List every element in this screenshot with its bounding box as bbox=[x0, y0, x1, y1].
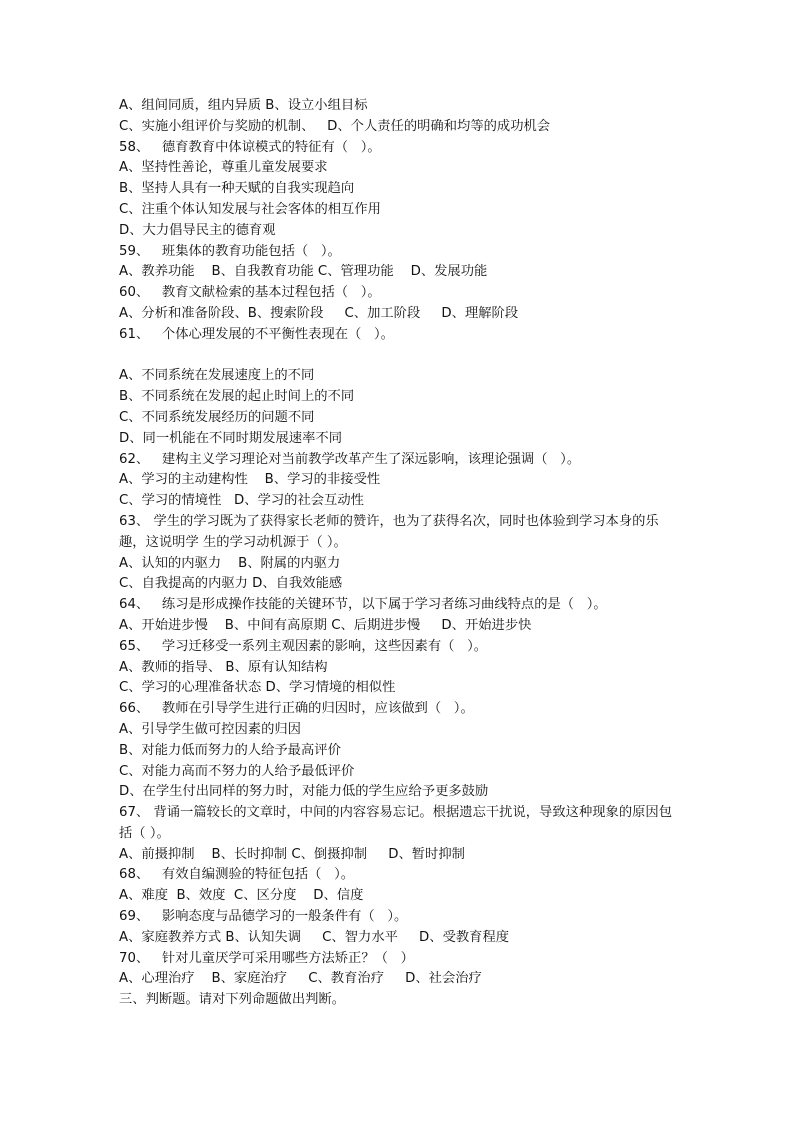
blank-line bbox=[119, 346, 684, 367]
option-line: C、学习的情境性 D、学习的社会互动性 bbox=[119, 493, 364, 509]
option-line: B、坚持人具有一种天赋的自我实现趋向 bbox=[119, 181, 355, 197]
option-line: A、不同系统在发展速度上的不同 bbox=[119, 368, 315, 384]
question-63: 63、 学生的学习既为了获得家长老师的赞许，也为了获得名次，同时也体验到学习本身的乐趣，这说明学 生的学习动机源于（ ）。 bbox=[119, 513, 659, 550]
question-66: 66、 教师在引导学生进行正确的归因时，应该做到（ ）。 bbox=[119, 701, 474, 717]
option-line: C、不同系统发展经历的问题不同 bbox=[119, 409, 315, 425]
option-line: A、教师的指导、 B、原有认知结构 bbox=[119, 659, 328, 675]
option-line: A、学习的主动建构性 B、学习的非接受性 bbox=[119, 472, 381, 488]
question-64: 64、 练习是形成操作技能的关键环节，以下属于学习者练习曲线特点的是（ ）。 bbox=[119, 597, 607, 613]
option-line: A、分析和准备阶段、B、搜索阶段 C、加工阶段 D、理解阶段 bbox=[119, 305, 519, 321]
option-line: A、家庭教养方式 B、认知失调 C、智力水平 D、受教育程度 bbox=[119, 929, 510, 945]
option-line: D、大力倡导民主的德育观 bbox=[119, 222, 276, 238]
option-line: A、认知的内驱力 B、附属的内驱力 bbox=[119, 555, 341, 571]
option-line: A、组间同质，组内异质 B、设立小组目标 bbox=[119, 98, 368, 113]
option-line: A、难度 B、效度 C、区分度 D、信度 bbox=[119, 888, 364, 904]
option-line: D、同一机能在不同时期发展速率不同 bbox=[119, 430, 342, 446]
question-list bbox=[119, 96, 684, 1011]
option-line: A、心理治疗 B、家庭治疗 C、教育治疗 D、社会治疗 bbox=[119, 971, 482, 987]
question-65: 65、 学习迁移受一系列主观因素的影响，这些因素有（ ）。 bbox=[119, 638, 488, 654]
option-line: B、不同系统在发展的起止时间上的不同 bbox=[119, 389, 355, 405]
question-68: 68、 有效自编测验的特征包括（ ）。 bbox=[119, 867, 355, 883]
question-61: 61、 个体心理发展的不平衡性表现在（ ）。 bbox=[119, 326, 394, 342]
question-69: 69、 影响态度与品德学习的一般条件有（ ）。 bbox=[119, 909, 408, 925]
option-line: A、教养功能 B、自我教育功能 C、管理功能 D、发展功能 bbox=[119, 264, 488, 280]
question-67: 67、 背诵一篇较长的文章时，中间的内容容易忘记。根据遗忘干扰说，导致这种现象的原因包括（ ）。 bbox=[119, 805, 673, 841]
question-58: 58、 德育教育中体谅模式的特征有（ ）。 bbox=[119, 139, 381, 155]
option-line: C、注重个体认知发展与社会客体的相互作用 bbox=[119, 201, 381, 217]
option-line: C、实施小组评价与奖励的机制、 D、个人责任的明确和均等的成功机会 bbox=[119, 118, 551, 134]
option-line: C、对能力高而不努力的人给予最低评价 bbox=[119, 763, 355, 779]
question-59: 59、 班集体的教育功能包括（ ）。 bbox=[119, 243, 341, 259]
option-line: D、在学生付出同样的努力时，对能力低的学生应给予更多鼓励 bbox=[119, 784, 489, 800]
option-line: A、前摄抑制 B、长时抑制 C、倒摄抑制 D、暂时抑制 bbox=[119, 846, 465, 862]
option-line: A、坚持性善论，尊重儿童发展要求 bbox=[119, 160, 328, 176]
question-60: 60、 教育文献检索的基本过程包括（ ）。 bbox=[119, 285, 381, 301]
section-heading: 三、判断题。请对下列命题做出判断。 bbox=[119, 992, 346, 1008]
option-line: A、引导学生做可控因素的归因 bbox=[119, 721, 301, 737]
option-line: A、开始进步慢 B、中间有高原期 C、后期进步慢 D、开始进步快 bbox=[119, 617, 532, 633]
question-70: 70、 针对儿童厌学可采用哪些方法矫正？（ ） bbox=[119, 950, 414, 966]
question-62: 62、 建构主义学习理论对当前教学改革产生了深远影响，该理论强调（ ）。 bbox=[119, 451, 581, 467]
option-line: B、对能力低而努力的人给予最高评价 bbox=[119, 742, 341, 758]
option-line: C、自我提高的内驱力 D、自我效能感 bbox=[119, 576, 343, 592]
option-line: C、学习的心理准备状态 D、学习情境的相似性 bbox=[119, 680, 396, 696]
